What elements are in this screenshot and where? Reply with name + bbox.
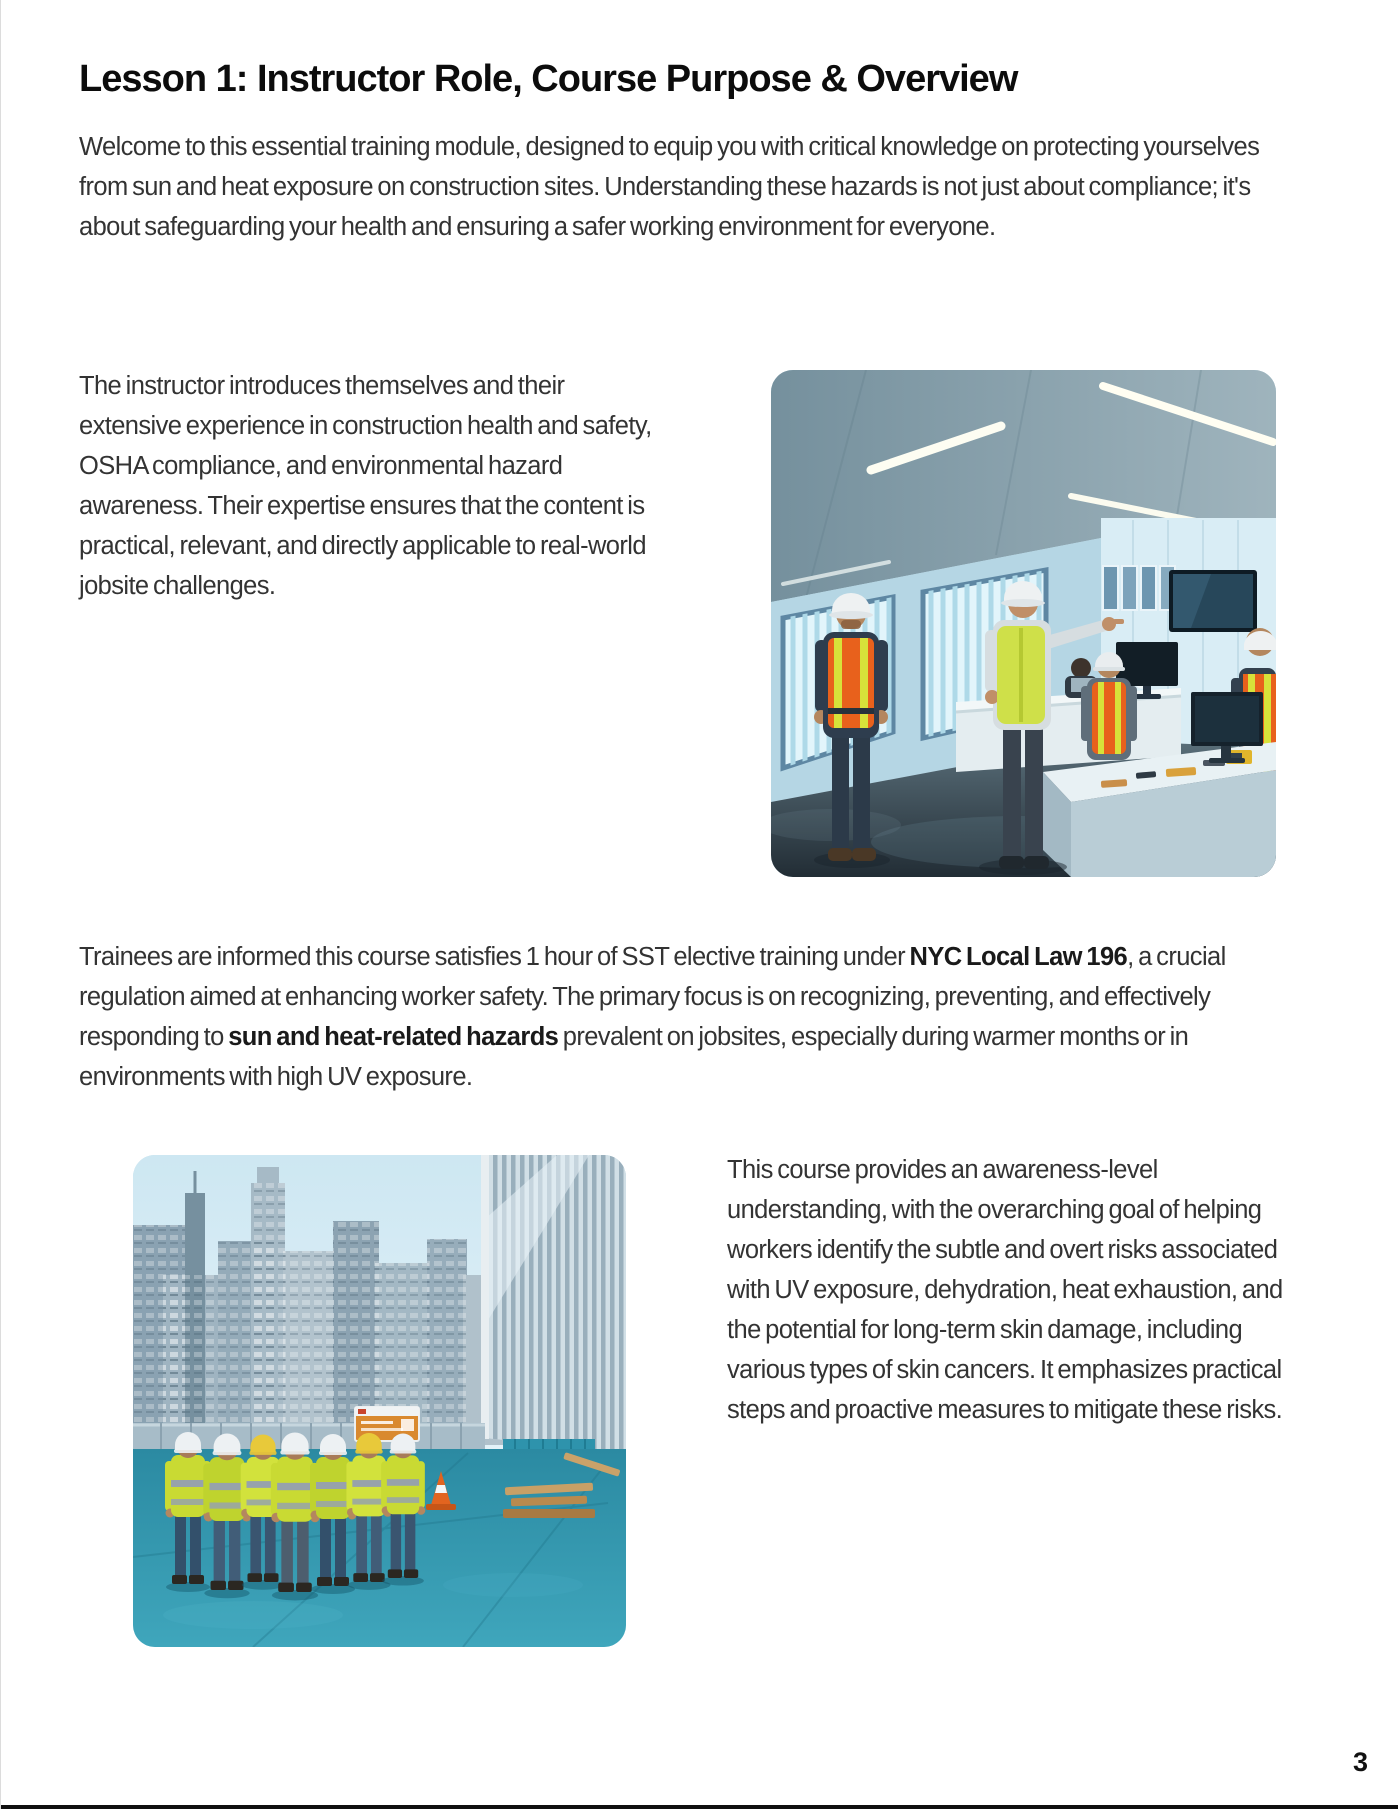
footer-bar (1, 1805, 1398, 1809)
jobsite-city-photo (133, 1155, 626, 1647)
law-text-3: prevalent on jobsites, especially during warmer months or in environments with high UV exposure. (79, 1023, 1189, 1091)
lesson-title: Lesson 1: Instructor Role, Course Purpose & Overview (79, 58, 1018, 100)
classroom-training-photo (771, 370, 1276, 877)
course-goal-paragraph: This course provides an awareness-level understanding, with the overarching goal of helping workers identify the subtle and overt risks associated with UV exposure, dehydration, heat exhaustion, and the potential for long-term skin damage, including various types of skin cancers. It emphasizes practical steps and proactive measures to mitigate these risks. (727, 1156, 1283, 1424)
instructor-paragraph: The instructor introduces themselves and their extensive experience in construction health and safety, OSHA compliance, and environmental hazard awareness. Their expertise ensures that the content is practical, relevant, and directly applicable to real-world jobsite challenges. (79, 372, 652, 600)
classroom-scene-illustration (771, 370, 1276, 877)
law-text-2: , a crucial regulation aimed at enhancing worker safety. The primary focus is on recognizing, preventing, and effectively responding to (79, 943, 1226, 1051)
law-paragraph (79, 937, 1285, 1097)
page-number: 3 (1352, 1747, 1368, 1777)
hazards-bold: sun and heat-related hazards (228, 1023, 559, 1051)
law-name-bold: NYC Local Law 196 (909, 943, 1128, 971)
jobsite-scene-illustration (133, 1155, 626, 1647)
intro-paragraph: Welcome to this essential training module, designed to equip you with critical knowledge on protecting yourselves from sun and heat exposure on construction sites. Understanding these hazards is not just about compliance; it's about safeguarding your health and ensuring a safer working environment for everyone. (79, 133, 1260, 241)
law-text-1: Trainees are informed this course satisfies 1 hour of SST elective training under (79, 943, 910, 971)
